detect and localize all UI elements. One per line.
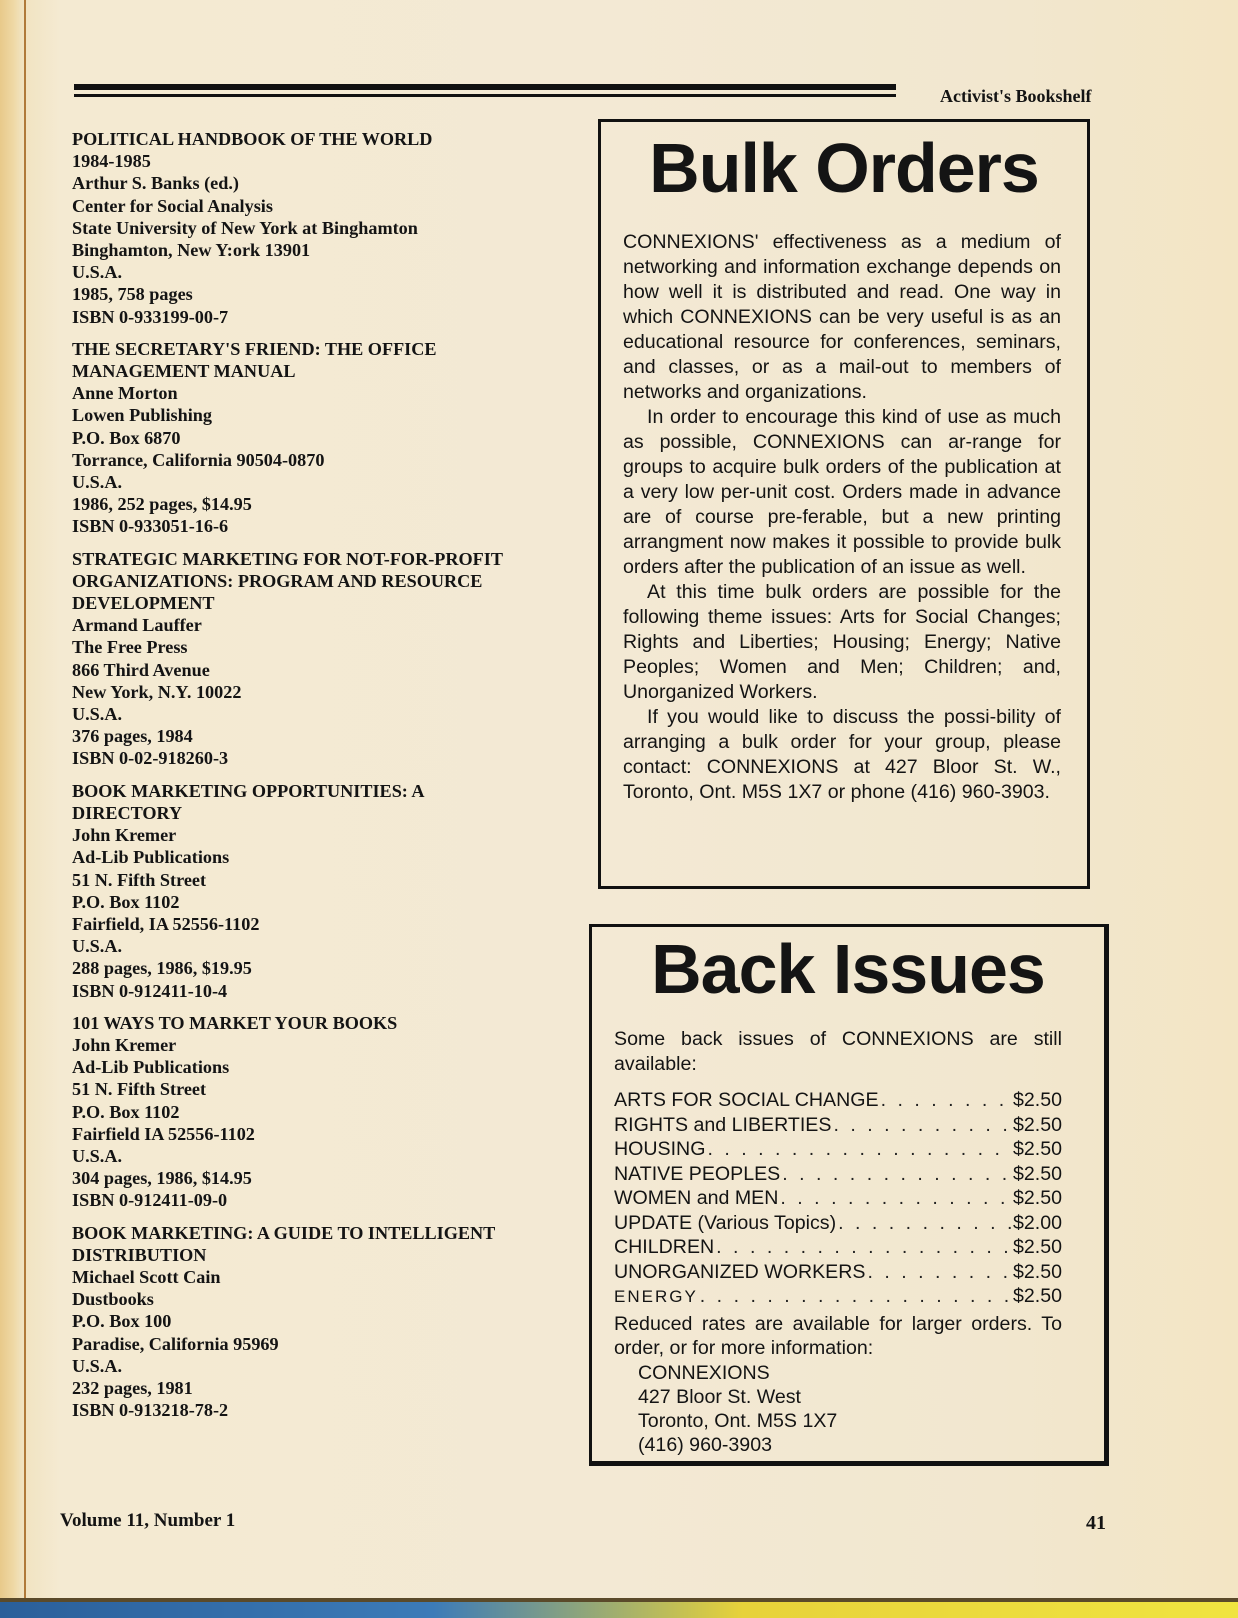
book-line: P.O. Box 100 (72, 1311, 172, 1332)
book-entry (72, 780, 582, 1002)
section-title: Activist's Bookshelf (940, 86, 1092, 106)
book-author: John Kremer (72, 825, 177, 846)
price-row (614, 1260, 1062, 1285)
book-line: Lowen Publishing (72, 405, 212, 426)
book-title: DIRECTORY (72, 802, 183, 823)
issue-name: ENERGY (614, 1287, 698, 1306)
header-rule-thin (74, 94, 896, 97)
bulk-orders-title: Bulk Orders (649, 129, 1039, 207)
book-line: P.O. Box 6870 (72, 427, 181, 448)
book-entry (72, 548, 582, 770)
book-line: U.S.A. (72, 936, 123, 957)
dot-leader (838, 1211, 1011, 1236)
page-spine-edge (24, 0, 26, 1600)
book-entry (72, 1012, 582, 1212)
issue-price: $2.50 (1012, 1260, 1062, 1283)
book-title: POLITICAL HANDBOOK OF THE WORLD (72, 129, 433, 149)
back-issues-title: Back Issues (651, 930, 1045, 1008)
book-isbn: ISBN 0-913218-78-2 (72, 1400, 229, 1421)
book-title: DEVELOPMENT (72, 593, 215, 614)
book-title: DISTRIBUTION (72, 1244, 207, 1265)
issue-price: $2.50 (1012, 1285, 1062, 1307)
address-line: Toronto, Ont. M5S 1X7 (638, 1409, 838, 1432)
book-isbn: ISBN 0-02-918260-3 (72, 748, 229, 769)
back-issues-outro: Reduced rates are available for larger orders. To order, or for more information: (614, 1312, 1062, 1359)
book-title: STRATEGIC MARKETING FOR NOT-FOR-PROFIT (72, 548, 503, 569)
address-line: 427 Bloor St. West (638, 1385, 801, 1408)
book-line: U.S.A. (72, 704, 123, 725)
page-number: 41 (1086, 1512, 1106, 1534)
book-isbn: ISBN 0-912411-10-4 (72, 980, 228, 1001)
issue-name: UNORGANIZED WORKERS (614, 1260, 866, 1283)
price-row (614, 1162, 1062, 1187)
book-line: 232 pages, 1981 (72, 1377, 193, 1398)
price-row (614, 1186, 1062, 1211)
bulk-orders-paragraph: In order to encourage this kind of use as much as possible, CONNEXIONS can ar-range for groups to acquire bulk orders of the publication at a very low per-unit cost. Orders made in advance are of course pre-ferable, but a new printing arrangment now makes it possible to provide bulk orders after the publication of an issue as well. (623, 406, 1061, 578)
bulk-orders-box (598, 119, 1090, 889)
book-line: Ad-Lib Publications (72, 847, 230, 868)
book-author: Michael Scott Cain (72, 1266, 221, 1287)
book-line: U.S.A. (72, 472, 123, 493)
book-line: P.O. Box 1102 (72, 891, 180, 912)
book-line: 304 pages, 1986, $14.95 (72, 1168, 252, 1189)
bulk-orders-paragraph: At this time bulk orders are possible for the following theme issues: Arts for Social Changes; Rights and Liberties; Housing; Energy; Native Peoples; Women and Men; Children; and, Unorganized Workers. (623, 581, 1061, 703)
dot-leader (700, 1284, 1011, 1309)
dot-leader (780, 1186, 1011, 1211)
address-line: CONNEXIONS (638, 1361, 770, 1384)
back-issues-price-list (614, 1088, 1062, 1310)
issue-name: NATIVE PEOPLES (614, 1162, 781, 1185)
header-rule-thick (74, 84, 896, 90)
book-line: Fairfield IA 52556-1102 (72, 1123, 255, 1144)
book-line: The Free Press (72, 637, 188, 658)
contact-address (614, 1361, 1062, 1457)
dot-leader (881, 1088, 1011, 1113)
book-line: 1986, 252 pages, $14.95 (72, 494, 252, 515)
book-entry (72, 1222, 582, 1422)
book-line: U.S.A. (72, 262, 123, 283)
book-isbn: ISBN 0-933051-16-6 (72, 516, 229, 537)
issue-price: $2.00 (1012, 1211, 1062, 1234)
back-issues-intro: Some back issues of CONNEXIONS are still available: (614, 1028, 1062, 1075)
dot-leader (782, 1162, 1011, 1187)
book-title: THE SECRETARY'S FRIEND: THE OFFICE (72, 338, 437, 359)
volume-number: Volume 11, Number 1 (60, 1510, 236, 1531)
book-line: 1984-1985 (72, 151, 151, 172)
book-line: New York, N.Y. 10022 (72, 681, 242, 702)
price-row (614, 1137, 1062, 1162)
dot-leader (707, 1137, 1011, 1162)
book-line: 51 N. Fifth Street (72, 1079, 207, 1100)
book-line: 866 Third Avenue (72, 659, 210, 680)
scan-bottom-strip (0, 1602, 1238, 1618)
dot-leader (716, 1235, 1011, 1260)
book-line: U.S.A. (72, 1145, 123, 1166)
book-line: U.S.A. (72, 1355, 123, 1376)
price-row (614, 1211, 1062, 1236)
book-list (72, 128, 582, 1431)
book-line: Paradise, California 95969 (72, 1333, 279, 1354)
book-author: John Kremer (72, 1034, 177, 1055)
book-line: Ad-Lib Publications (72, 1057, 230, 1078)
dot-leader (867, 1260, 1010, 1285)
issue-name: UPDATE (Various Topics) (614, 1211, 837, 1234)
book-isbn: ISBN 0-933199-00-7 (72, 306, 229, 327)
book-line: 288 pages, 1986, $19.95 (72, 958, 252, 979)
book-line: State University of New York at Binghamton (72, 217, 418, 238)
book-entry (72, 128, 582, 328)
issue-price: $2.50 (1012, 1162, 1062, 1185)
bulk-orders-paragraph: CONNEXIONS' effectiveness as a medium of networking and information exchange depends on how well it is distributed and read. One way in which CONNEXIONS can be very useful is as an educational resource for conferences, seminars, and classes, or as a mail-out to members of networks and organizations. (623, 231, 1061, 403)
issue-name: RIGHTS and LIBERTIES (614, 1113, 832, 1136)
issue-name: ARTS FOR SOCIAL CHANGE (614, 1089, 879, 1111)
book-line: 1985, 758 pages (72, 284, 193, 305)
book-author: Arthur S. Banks (ed.) (72, 173, 239, 194)
bulk-orders-paragraph: If you would like to discuss the possi-bility of arranging a bulk order for your group, please contact: CONNEXIONS at 427 Bloor St. W., Toronto, Ont. M5S 1X7 or phone (416) 960-3903. (623, 706, 1061, 803)
book-line: 51 N. Fifth Street (72, 869, 207, 890)
book-title: ORGANIZATIONS: PROGRAM AND RESOURCE (72, 570, 483, 591)
price-row (614, 1284, 1062, 1310)
issue-price: $2.50 (1012, 1187, 1062, 1209)
book-author: Anne Morton (72, 383, 178, 404)
book-line: Binghamton, New Y:ork 13901 (72, 240, 311, 261)
address-phone: (416) 960-3903 (638, 1433, 772, 1456)
issue-price: $2.50 (1012, 1138, 1062, 1160)
bulk-orders-body (623, 230, 1061, 805)
book-line: Dustbooks (72, 1289, 154, 1310)
book-title: MANAGEMENT MANUAL (72, 361, 296, 382)
book-line: Torrance, California 90504-0870 (72, 449, 325, 470)
issue-name: HOUSING (614, 1138, 706, 1160)
back-issues-body (614, 1027, 1062, 1457)
price-row (614, 1235, 1062, 1260)
book-line: Fairfield, IA 52556-1102 (72, 913, 260, 934)
book-line: 376 pages, 1984 (72, 726, 193, 747)
dot-leader (833, 1113, 1011, 1138)
issue-price: $2.50 (1012, 1236, 1062, 1258)
book-entry (72, 338, 582, 538)
book-line: P.O. Box 1102 (72, 1101, 180, 1122)
book-isbn: ISBN 0-912411-09-0 (72, 1190, 228, 1211)
book-line: Center for Social Analysis (72, 195, 273, 216)
issue-name: WOMEN and MEN (614, 1187, 779, 1209)
book-title: BOOK MARKETING OPPORTUNITIES: A (72, 780, 425, 801)
book-title: 101 WAYS TO MARKET YOUR BOOKS (72, 1012, 398, 1033)
issue-name: CHILDREN (614, 1236, 715, 1258)
issue-price: $2.50 (1012, 1089, 1062, 1111)
price-row (614, 1113, 1062, 1138)
back-issues-box (589, 924, 1109, 1466)
price-row (614, 1088, 1062, 1113)
book-author: Armand Lauffer (72, 615, 202, 636)
book-title: BOOK MARKETING: A GUIDE TO INTELLIGENT (72, 1222, 496, 1243)
issue-price: $2.50 (1012, 1113, 1062, 1136)
